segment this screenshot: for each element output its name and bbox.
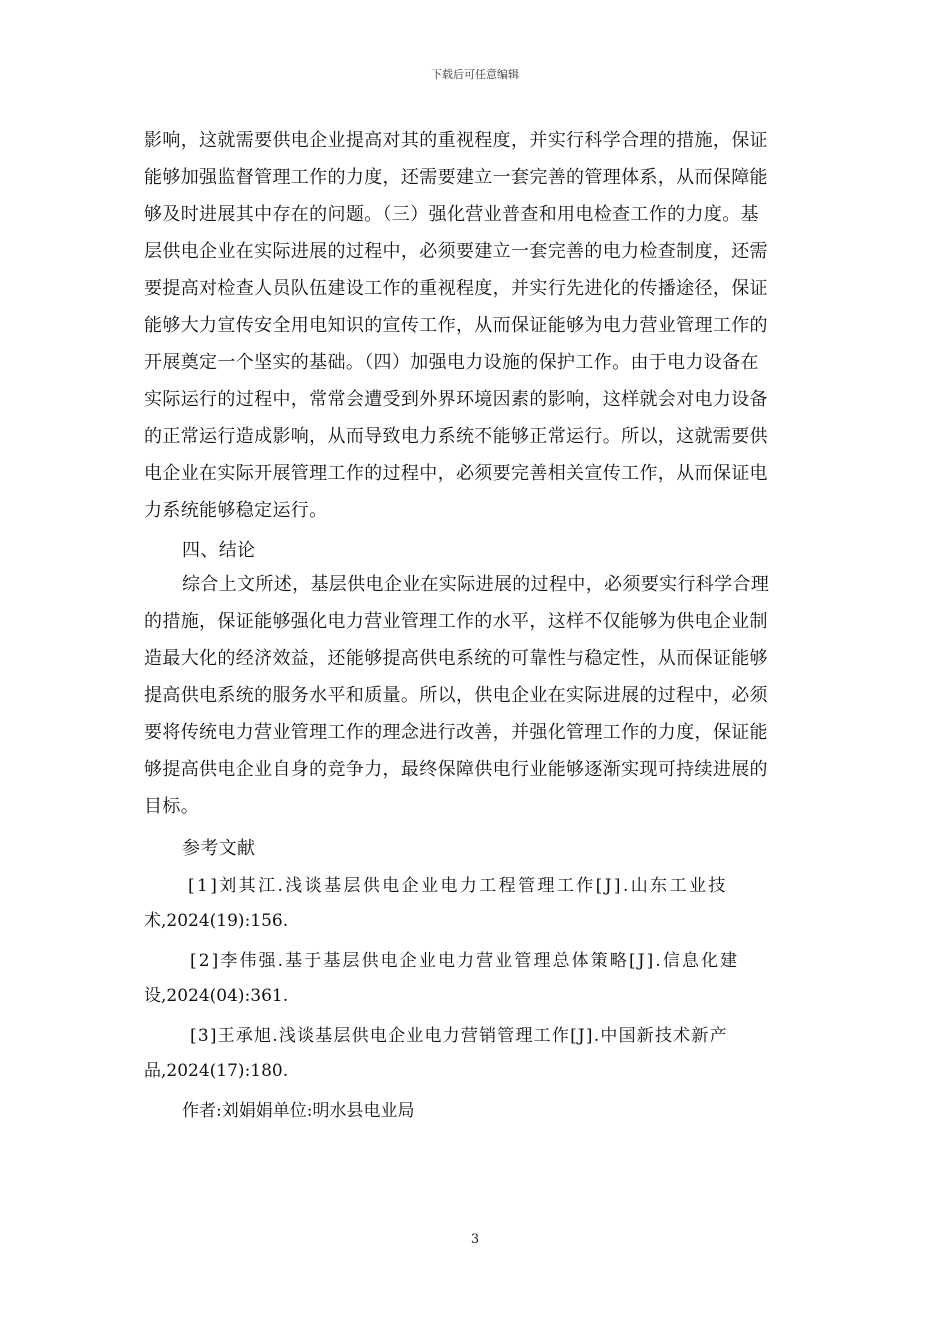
text-line: 层供电企业在实际进展的过程中，必须要建立一套完善的电力检查制度，还需 (144, 241, 768, 262)
references-heading: 参考文献 (182, 838, 256, 859)
text-line: 开展奠定一个坚实的基础。（四）加强电力设施的保护工作。由于电力设备在 (144, 352, 759, 373)
text-line: 要提高对检查人员队伍建设工作的重视程度，并实行先进化的传播途径，保证 (144, 278, 768, 299)
reference-item: 术,2024(19):156. (144, 911, 289, 931)
reference-item: [3]王承旭.浅谈基层供电企业电力营销管理工作[J].中国新技术新产 (190, 1026, 728, 1046)
reference-item: 品,2024(17):180. (144, 1061, 289, 1081)
reference-item: 设,2024(04):361. (144, 986, 289, 1006)
text-line: 提高供电系统的服务水平和质量。所以，供电企业在实际进展的过程中，必须 (144, 685, 768, 706)
text-line: 造最大化的经济效益，还能够提高供电系统的可靠性与稳定性，从而保证能够 (144, 648, 768, 669)
text-line: 目标。 (144, 796, 200, 817)
section-heading: 四、结论 (182, 540, 256, 561)
author-affiliation: 作者:刘娟娟单位:明水县电业局 (182, 1101, 415, 1121)
text-line: 够提高供电企业自身的竞争力，最终保障供电行业能够逐渐实现可持续进展的 (144, 759, 768, 780)
text-line: 够及时进展其中存在的问题。（三）强化营业普查和用电检查工作的力度。基 (144, 204, 759, 225)
text-line: 能够加强监督管理工作的力度，还需要建立一套完善的管理体系，从而保障能 (144, 167, 768, 188)
page-header: 下载后可任意编辑 (431, 68, 519, 81)
page-number: 3 (470, 1232, 480, 1247)
text-line: 的措施，保证能够强化电力营业管理工作的水平，这样不仅能够为供电企业制 (144, 611, 768, 632)
text-line: 的正常运行造成影响，从而导致电力系统不能够正常运行。所以，这就需要供 (144, 426, 768, 447)
text-line: 要将传统电力营业管理工作的理念进行改善，并强化管理工作的力度，保证能 (144, 722, 768, 743)
text-line: 能够大力宣传安全用电知识的宣传工作，从而保证能够为电力营业管理工作的 (144, 315, 768, 336)
reference-item: [1]刘其江.浅谈基层供电企业电力工程管理工作[J].山东工业技 (188, 876, 728, 896)
text-line: 影响，这就需要供电企业提高对其的重视程度，并实行科学合理的措施，保证 (144, 130, 768, 151)
text-line: 实际运行的过程中，常常会遭受到外界环境因素的影响，这样就会对电力设备 (144, 389, 768, 410)
reference-item: [2]李伟强.基于基层供电企业电力营业管理总体策略[J].信息化建 (190, 951, 740, 971)
text-line: 电企业在实际开展管理工作的过程中，必须要完善相关宣传工作，从而保证电 (144, 463, 768, 484)
text-line: 力系统能够稳定运行。 (144, 500, 328, 521)
text-line: 综合上文所述，基层供电企业在实际进展的过程中，必须要实行科学合理 (182, 574, 770, 595)
